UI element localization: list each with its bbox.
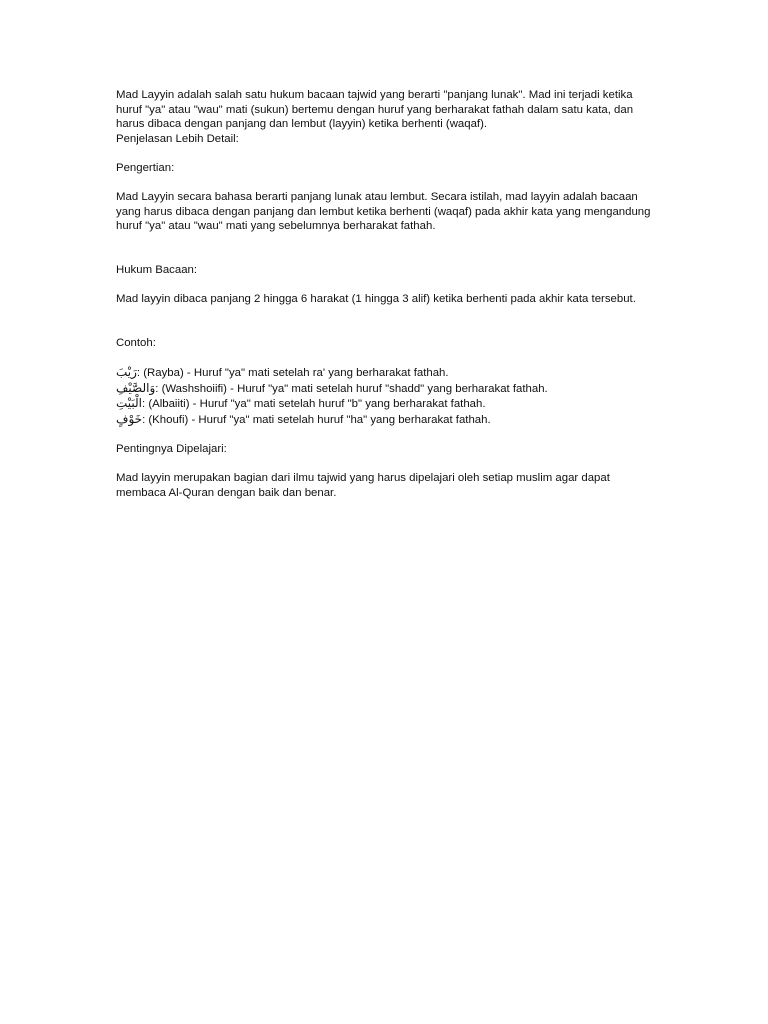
example-text: : (Albaiiti) - Huruf "ya" mati setelah huruf "b" yang berharakat fathah.: [142, 398, 486, 411]
example-item: [116, 412, 656, 428]
pengertian-heading: Pengertian:: [116, 161, 175, 174]
document-body: [116, 88, 656, 501]
intro-paragraph: Mad Layyin adalah salah satu hukum bacaan tajwid yang berarti "panjang lunak". Mad ini terjadi ketika huruf "ya" atau "wau" mati (sukun) bertemu dengan huruf yang berharakat fathah dalam satu kata, dan harus dibaca dengan panjang dan lembut (layyin) ketika berhenti (waqaf).: [116, 89, 634, 131]
spacer: [116, 278, 656, 293]
example-item: [116, 396, 656, 412]
spacer: [116, 307, 656, 336]
penting-paragraph: Mad layyin merupakan bagian dari ilmu tajwid yang harus dipelajari oleh setiap muslim agar dapat membaca Al-Quran dengan baik dan benar.: [116, 472, 610, 500]
spacer: [116, 457, 656, 472]
example-text: : (Washshoiifi) - Huruf "ya" mati setelah huruf "shadd" yang berharakat fathah.: [155, 382, 548, 395]
arabic-word: الْبَيْتِ: [116, 396, 143, 411]
detail-heading: Penjelasan Lebih Detail:: [116, 132, 239, 145]
hukum-heading: Hukum Bacaan:: [116, 264, 198, 277]
spacer: [116, 176, 656, 191]
example-item: [116, 381, 656, 397]
example-text: : (Rayba) - Huruf "ya" mati setelah ra' yang berharakat fathah.: [136, 367, 449, 380]
spacer: [116, 351, 656, 366]
pengertian-paragraph: Mad Layyin secara bahasa berarti panjang lunak atau lembut. Secara istilah, mad layyin adalah bacaan yang harus dibaca dengan panjang dan lembut ketika berhenti (waqaf) pada akhir kata yang mengandung huruf "ya" atau "wau" mati yang sebelumnya berharakat fathah.: [116, 191, 651, 233]
spacer: [116, 428, 656, 443]
arabic-word: وَالصَّيْفِ: [116, 380, 156, 395]
spacer: [116, 146, 656, 161]
example-text: : (Khoufi) - Huruf "ya" mati setelah huruf "ha" yang berharakat fathah.: [142, 414, 491, 427]
arabic-word: رَيْبَ: [116, 365, 137, 380]
example-item: [116, 365, 656, 381]
hukum-paragraph: Mad layyin dibaca panjang 2 hingga 6 harakat (1 hingga 3 alif) ketika berhenti pada akhir kata tersebut.: [116, 293, 636, 306]
example-list: [116, 365, 656, 427]
spacer: [116, 234, 656, 263]
arabic-word: خَوْفٍ: [116, 412, 143, 427]
penting-heading: Pentingnya Dipelajari:: [116, 443, 227, 456]
contoh-heading: Contoh:: [116, 337, 156, 350]
